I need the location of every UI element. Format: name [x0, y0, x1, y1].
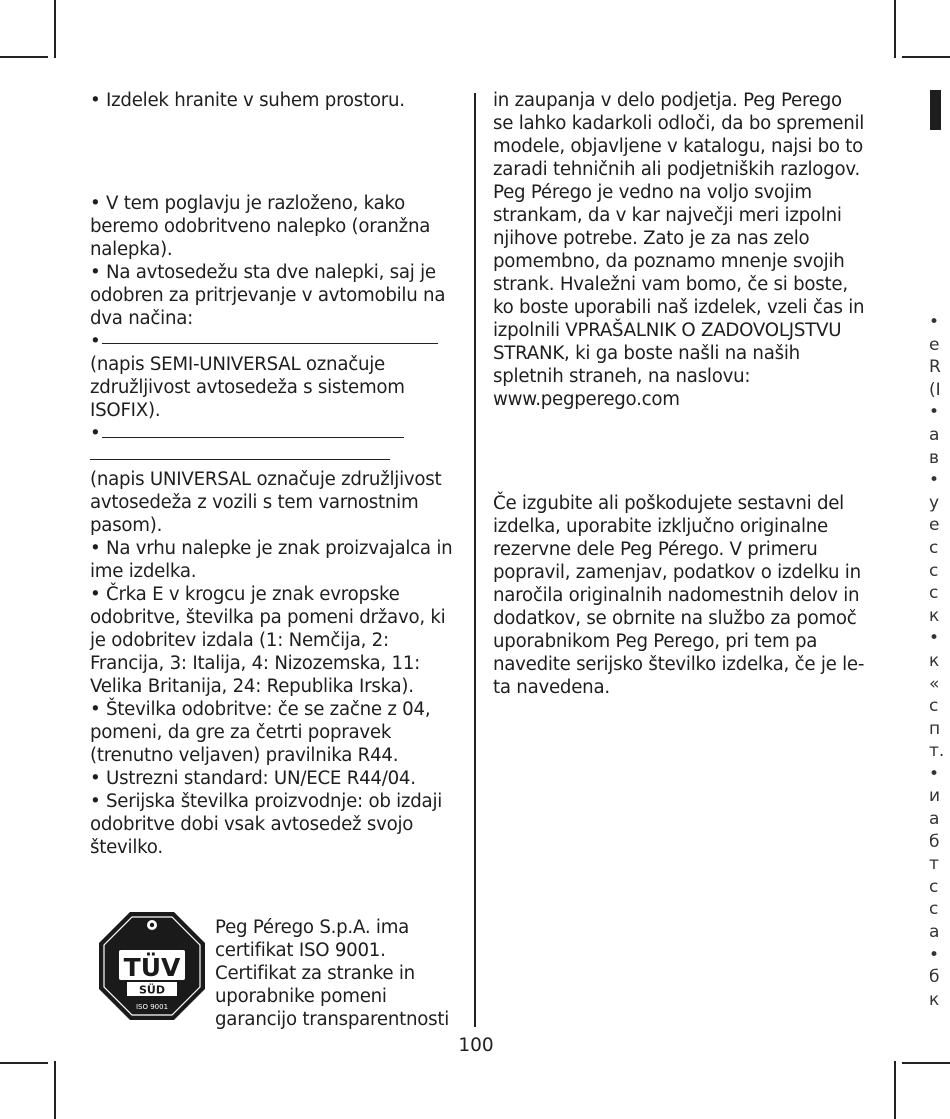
paragraph: • Na vrhu nalepke je znak proizvajalca in ime izdelka. [90, 538, 453, 582]
bullet: • [90, 331, 101, 352]
crop-mark [0, 56, 48, 58]
paragraph: • Na avtosedežu sta dve nalepki, saj je odobren za pritrjevanje v avtomobilu na dva načina: [90, 262, 446, 329]
certificate-text: Peg Pérego S.p.A. ima certifikat ISO 9001. Certifikat za stranke in uporabnike pomeni garancijo transparentnosti [215, 917, 450, 1030]
left-column [90, 89, 462, 859]
adjacent-page-text: • e R (I • а в • у е с с с к • к « с п т. • и а б т с с а • б к [929, 312, 945, 1010]
iso-text: ISO 9001 [135, 1003, 169, 1011]
crop-mark [902, 1062, 950, 1064]
crop-mark [54, 1061, 56, 1119]
crop-mark [0, 1062, 48, 1064]
paragraph: (napis SEMI-UNIVERSAL označuje združljivost avtosedeža s sistemom ISOFIX). [90, 354, 405, 421]
paragraph: Če izgubite ali poškodujete sestavni del izdelka, uporabite izključno originalne rezervne dele Peg Pérego. V primeru popravil, zamenjav, podatkov o izdelku in naročila originalnih nadomestnih delov in dodatkov, se obrnite na službo za pomoč uporabnikom Peg Perego, pri tem pa navedite serijsko številko izdelka, če je le-ta navedena. [493, 493, 865, 698]
sud-text: SÜD [139, 983, 165, 997]
crop-mark [894, 1061, 896, 1119]
page-number: 100 [458, 1035, 494, 1056]
column-divider [474, 93, 476, 1027]
blank-line [90, 445, 462, 468]
crop-mark [54, 0, 56, 58]
blank-line [90, 422, 462, 445]
crop-mark [894, 0, 896, 58]
paragraph: • V tem poglavju je razloženo, kako beremo odobritveno nalepko (oranžna nalepka). [90, 193, 431, 260]
paragraph: in zaupanja v delo podjetja. Peg Perego se lahko kadarkoli odloči, da bo spremenil modele, objavljene v katalogu, najsi bo to zaradi tehničnih ali podjetniških razlogov. Peg Pérego je vedno na voljo svojim strankam, da v kar največji meri izpolni njihove potrebe. Zato je za nas zelo pomembno, da poznamo mnenje svojih strank. Hvaležni vam bomo, če si boste, ko boste uporabili naš izdelek, vzeli čas in izpolnili VPRAŠALNIK O ZADOVOLJSTVU STRANK, ki ga boste našli na naših spletnih straneh, na naslovu: www.pegperego.com [493, 90, 865, 410]
bullet: • [90, 423, 101, 444]
section-tab-marker [930, 90, 941, 130]
tuv-sud-logo [97, 910, 207, 1022]
middle-column [493, 89, 865, 699]
paragraph: • Serijska številka proizvodnje: ob izdaji odobritve dobi vsak avtosedež svojo številko. [90, 791, 443, 858]
paragraph: • Izdelek hranite v suhem prostoru. [90, 90, 405, 111]
paragraph: (napis UNIVERSAL označuje združljivost avtosedeža z vozili s tem varnostnim pasom). [90, 469, 442, 536]
blank-line [90, 330, 462, 353]
paragraph: • Številka odobritve: če se začne z 04, pomeni, da gre za četrti popravek (trenutno veljaven) pravilnika R44. [90, 699, 431, 766]
paragraph: • Ustrezni standard: UN/ECE R44/04. [90, 768, 416, 789]
tuv-text: TÜV [123, 953, 181, 982]
paragraph: • Črka E v krogcu je znak evropske odobritve, številka pa pomeni državo, ki je odobritev izdala (1: Nemčija, 2: Francija, 3: Italija, 4: Nizozemska, 11: Velika Britanija, 24: Republika Irska). [90, 584, 446, 697]
crop-mark [902, 56, 950, 58]
